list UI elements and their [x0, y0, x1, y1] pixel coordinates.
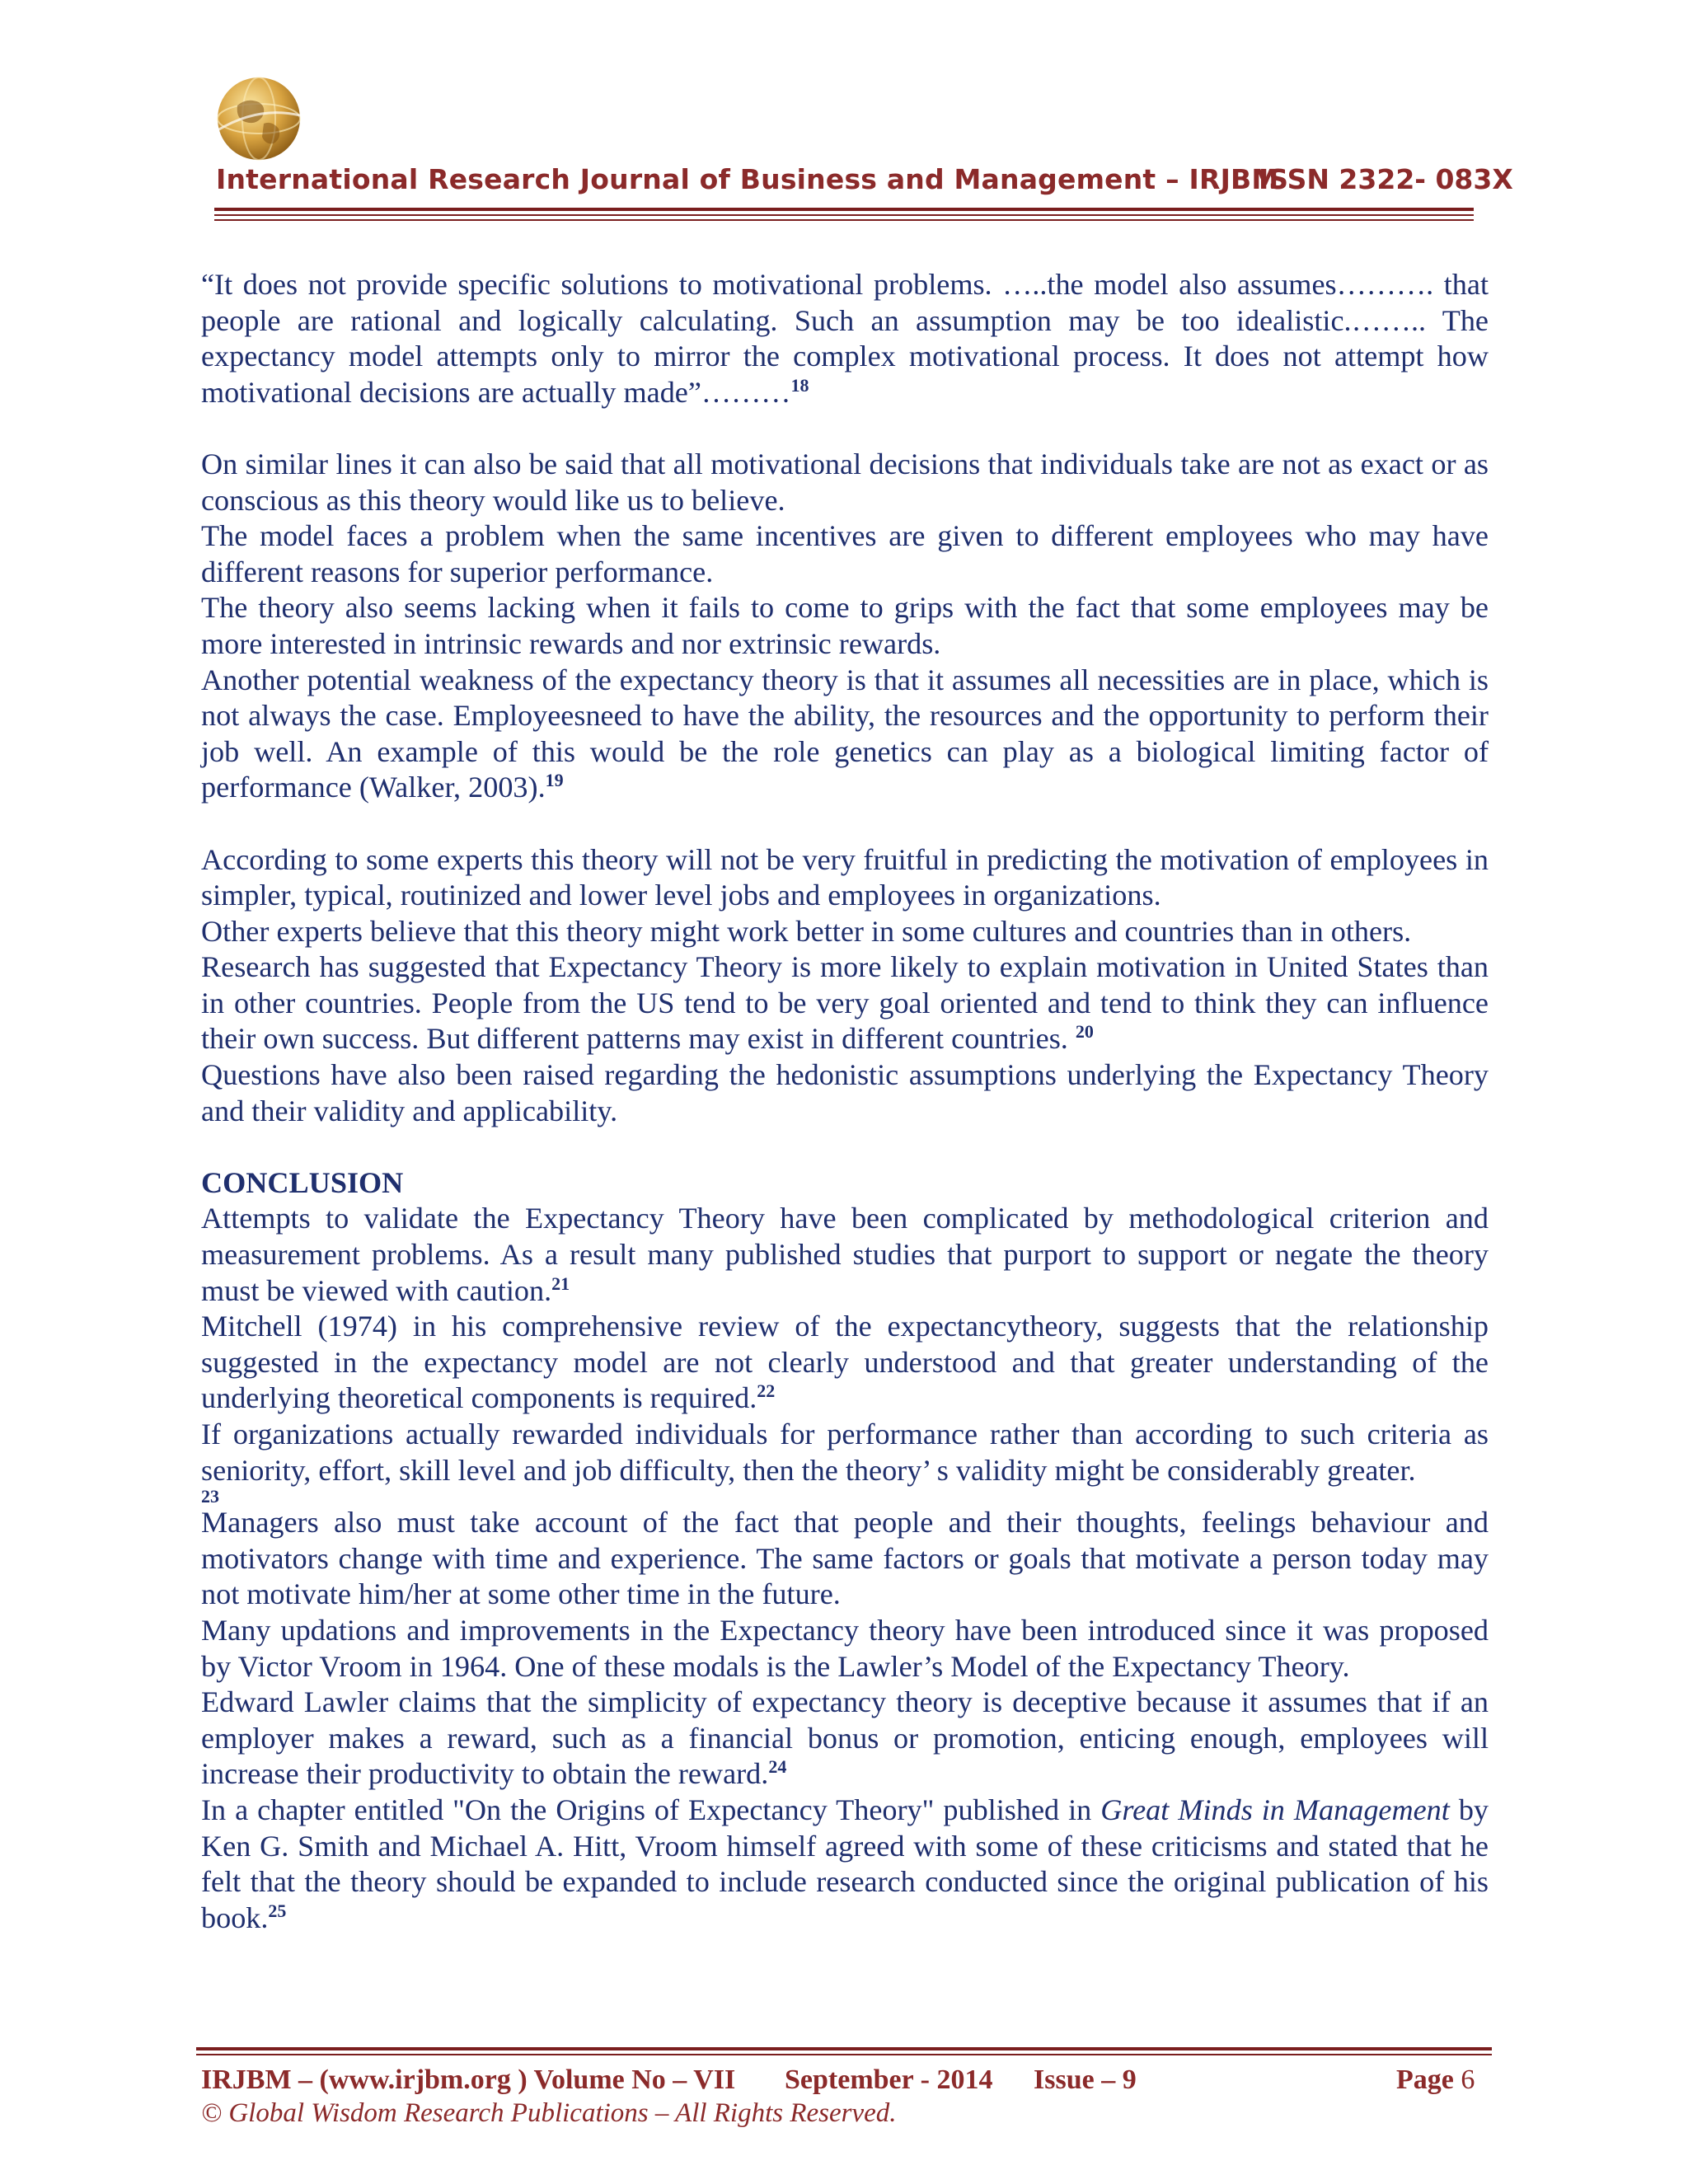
paragraph: Questions have also been raised regarding the hedonistic assumptions underlying the Expectancy Theory and their validity and applicability.	[201, 1058, 1489, 1127]
paragraph-text: Attempts to validate the Expectancy Theory have been complicated by methodological criterion and measurement problems. As a result many published studies that purport to support or negate the theory must be viewed with caution.	[201, 1202, 1489, 1307]
paragraph-text: Another potential weakness of the expectancy theory is that it assumes all necessities are in place, which is not always the case. Employeesneed to have the ability, the resources and the opportunity to perform their job well. An example of this would be the role genetics can play as a biological limiting factor of performance (Walker, 2003).	[201, 663, 1489, 804]
footer-journal: IRJBM – (www.irjbm.org ) Volume No – VII	[201, 2064, 736, 2095]
section-heading: CONCLUSION	[201, 1165, 404, 1199]
copyright-notice: © Global Wisdom Research Publications – All Rights Reserved.	[201, 2098, 897, 2128]
paragraph-gap	[201, 410, 1489, 447]
page-header	[0, 0, 1688, 239]
footnote-ref: 19	[545, 770, 564, 791]
paragraph: Many updations and improvements in the Expectancy theory have been introduced since it was proposed by Victor Vroom in 1964. One of these modals is the Lawler’s Model of the Expectancy Theory.	[201, 1613, 1489, 1683]
page-number: 6	[1461, 2064, 1475, 2095]
footer-issue: Issue – 9	[1034, 2064, 1137, 2095]
paragraph-text: In a chapter entitled "On the Origins of Expectancy Theory" published in	[201, 1793, 1101, 1826]
paragraph: On similar lines it can also be said that all motivational decisions that individuals take are not as exact or as conscious as this theory would like us to believe.	[201, 447, 1489, 517]
paragraph-text: “It does not provide specific solutions to motivational problems. …..the model also assumes………. that people are rational and logically calculating. Such an assumption may be too idealistic.…….. The expectancy model attempts only to mirror the complex motivational process. It does not attempt how motivational decisions are actually made”………	[201, 268, 1489, 409]
paragraph	[201, 1793, 1489, 1936]
header-rule	[214, 208, 1474, 211]
footer-page	[1396, 2064, 1475, 2096]
paragraph-text: by Ken G. Smith and Michael A. Hitt, Vroom himself agreed with some of these criticisms and stated that he felt that the theory should be expanded to include research conducted since the original publication of his book.	[201, 1793, 1489, 1934]
paragraph	[201, 1309, 1489, 1417]
footnote-ref: 22	[757, 1380, 776, 1402]
footer-date: September - 2014	[785, 2064, 993, 2095]
paragraph	[201, 663, 1489, 806]
header-rule-thin	[214, 214, 1474, 216]
paragraph	[201, 1685, 1489, 1793]
paragraph-gap	[201, 806, 1489, 842]
paragraph	[201, 949, 1489, 1057]
paragraph: Managers also must take account of the fact that people and their thoughts, feelings behaviour and motivators change with time and experience. The same factors or goals that motivate a person today may not motivate him/her at some other time in the future.	[201, 1506, 1489, 1611]
quote-paragraph	[201, 267, 1489, 410]
journal-title: International Research Journal of Business and Management – IRJBM	[216, 163, 1279, 195]
paragraph: The theory also seems lacking when it fails to come to grips with the fact that some employees may be more interested in intrinsic rewards and nor extrinsic rewards.	[201, 591, 1489, 660]
paragraph-text: Research has suggested that Expectancy Theory is more likely to explain motivation in United States than in other countries. People from the US tend to be very goal oriented and tend to think they can influence their own success. But different patterns may exist in different countries.	[201, 950, 1489, 1056]
footer-rule-thin	[196, 2054, 1492, 2055]
footnote-ref: 18	[790, 374, 809, 396]
book-title: Great Minds in Management	[1100, 1793, 1450, 1826]
footnote-ref: 24	[768, 1756, 787, 1778]
paragraph	[201, 1201, 1489, 1309]
page-label: Page	[1396, 2064, 1454, 2095]
paragraph-text: Mitchell (1974) in his comprehensive review of the expectancytheory, suggests that the relationship suggested in the expectancy model are not clearly understood and that greater understanding of the underlying theoretical components is required.	[201, 1310, 1489, 1415]
article-body	[201, 267, 1489, 1936]
footnote-ref: 21	[551, 1272, 570, 1294]
paragraph-text: Edward Lawler claims that the simplicity of expectancy theory is deceptive because it assumes that if an employer makes a reward, such as a financial bonus or promotion, enticing enough, employees will increase their productivity to obtain the reward.	[201, 1685, 1489, 1791]
paragraph: According to some experts this theory will not be very fruitful in predicting the motivation of employees in simpler, typical, routinized and lower level jobs and employees in organizations.	[201, 842, 1489, 912]
footnote-ref: 25	[268, 1900, 287, 1921]
paragraph: The model faces a problem when the same incentives are given to different employees who may have different reasons for superior performance.	[201, 519, 1489, 588]
footnote-ref: 23	[201, 1486, 219, 1507]
globe-logo-icon	[213, 73, 305, 165]
paragraph: Other experts believe that this theory might work better in some cultures and countries than in others.	[201, 914, 1412, 948]
paragraph-gap	[201, 1129, 1489, 1165]
issn-label: ISSN 2322- 083X	[1259, 163, 1513, 195]
paragraph: If organizations actually rewarded individuals for performance rather than according to such criteria as seniority, effort, skill level and job difficulty, then the theory’ s validity might be considerably greater.	[201, 1418, 1489, 1487]
header-rule-thin-2	[214, 219, 1474, 221]
footnote-ref: 20	[1075, 1021, 1094, 1043]
footer-rule	[196, 2047, 1492, 2050]
